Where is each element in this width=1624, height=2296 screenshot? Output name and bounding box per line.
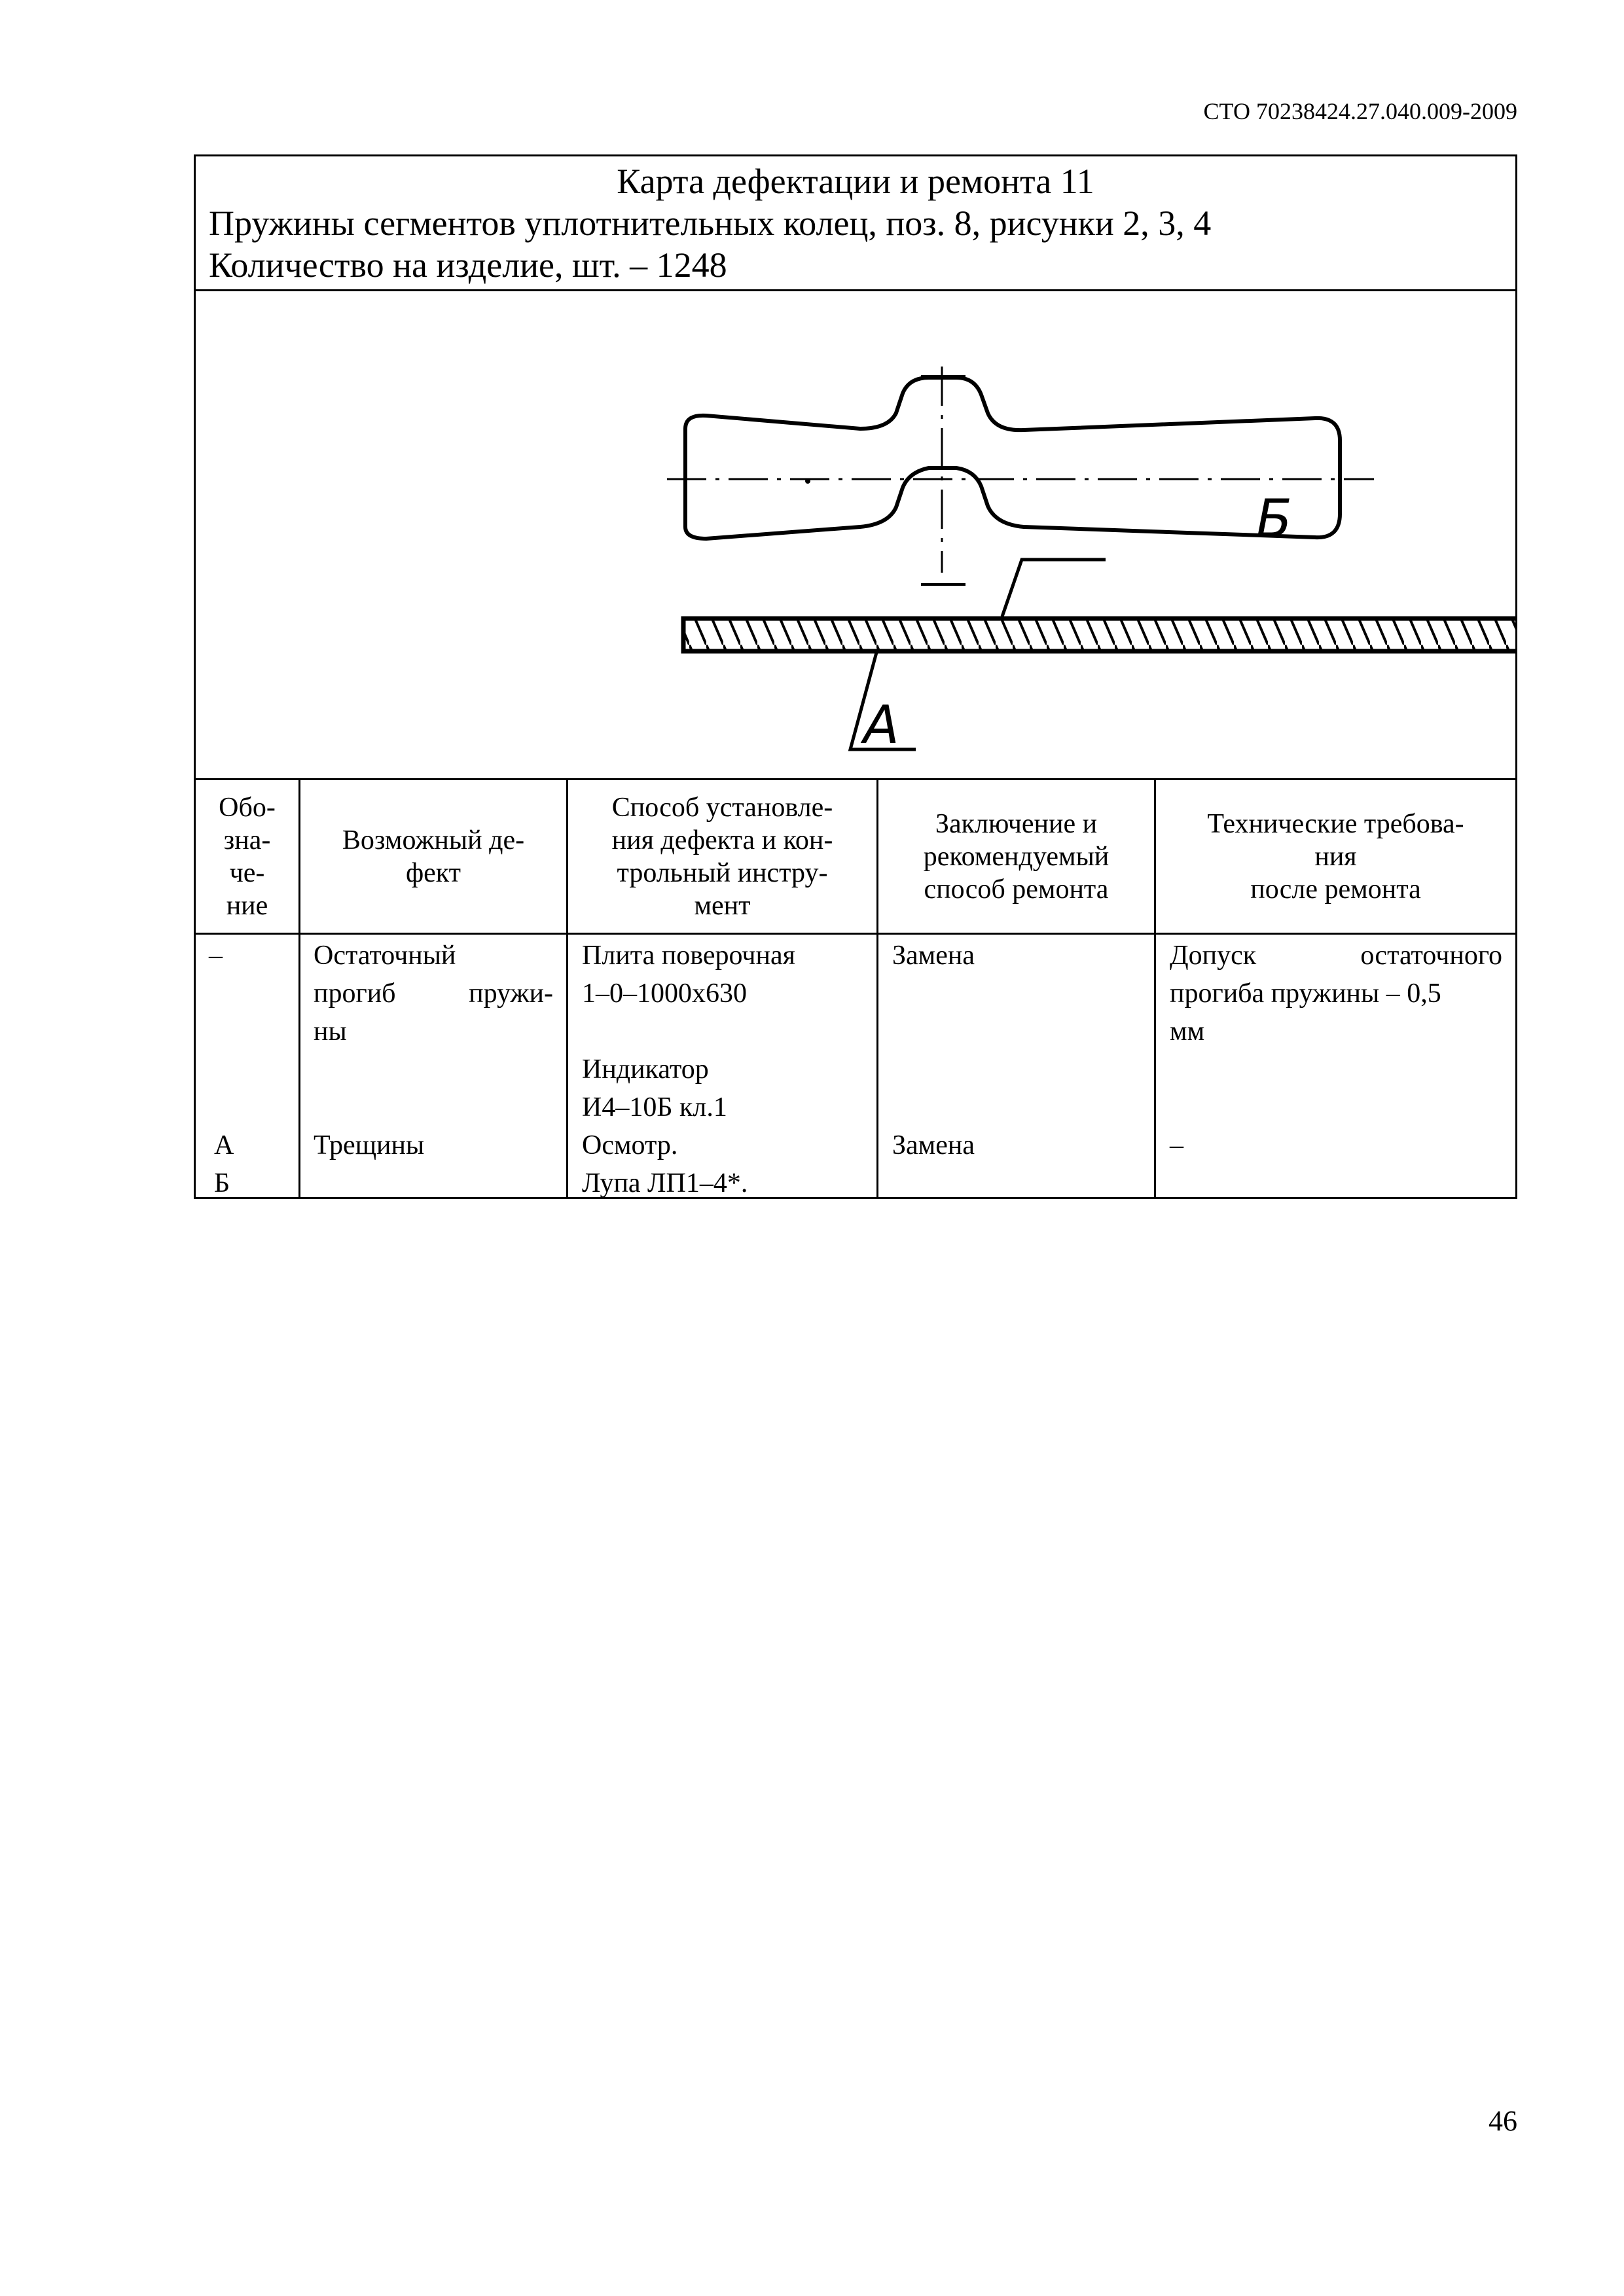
card-title: Карта дефектации и ремонта 11 [617, 162, 1094, 201]
header-requirements: Технические требова- ния после ремонта [1207, 808, 1464, 905]
label-a: А [863, 694, 899, 755]
card-subject: Пружины сегментов уплотнительных колец, поз. 8, рисунки 2, 3, 4 [209, 204, 1212, 243]
row1-conclusion: Замена [892, 941, 975, 971]
row1-designation: – [209, 941, 223, 971]
header-designation: Обо- зна- че- ние [219, 792, 276, 921]
label-b: Б [1256, 488, 1292, 549]
row2-defect: Трещины [314, 1130, 425, 1160]
page-number: 46 [1489, 2105, 1517, 2137]
document-code: СТО 70238424.27.040.009-2009 [1203, 98, 1517, 124]
row1-method: Плита поверочная 1–0–1000х630 Индикатор И4–10Б кл.1 [582, 941, 795, 1122]
header-conclusion: Заключение и рекомендуемый способ ремонта [923, 808, 1110, 905]
defect-repair-card [194, 154, 1517, 1199]
row1-defect: Остаточный прогиб пружи- ны [314, 941, 553, 1047]
row2-conclusion: Замена [892, 1130, 975, 1160]
row1-requirements: Допуск остаточного прогиба пружины – 0,5 мм [1170, 941, 1502, 1047]
defect-table [196, 156, 1515, 1197]
header-defect: Возможный де- фект [342, 825, 525, 888]
card-quantity: Количество на изделие, шт. – 1248 [209, 245, 727, 285]
row2-designation: А Б [214, 1130, 234, 1198]
header-method: Способ установле- ния дефекта и кон- трольный инстру- мент [611, 792, 833, 921]
row2-method: Осмотр. Лупа ЛП1–4*. [582, 1130, 748, 1198]
row2-requirements: – [1170, 1130, 1183, 1160]
header-bottom-border [196, 933, 1515, 935]
